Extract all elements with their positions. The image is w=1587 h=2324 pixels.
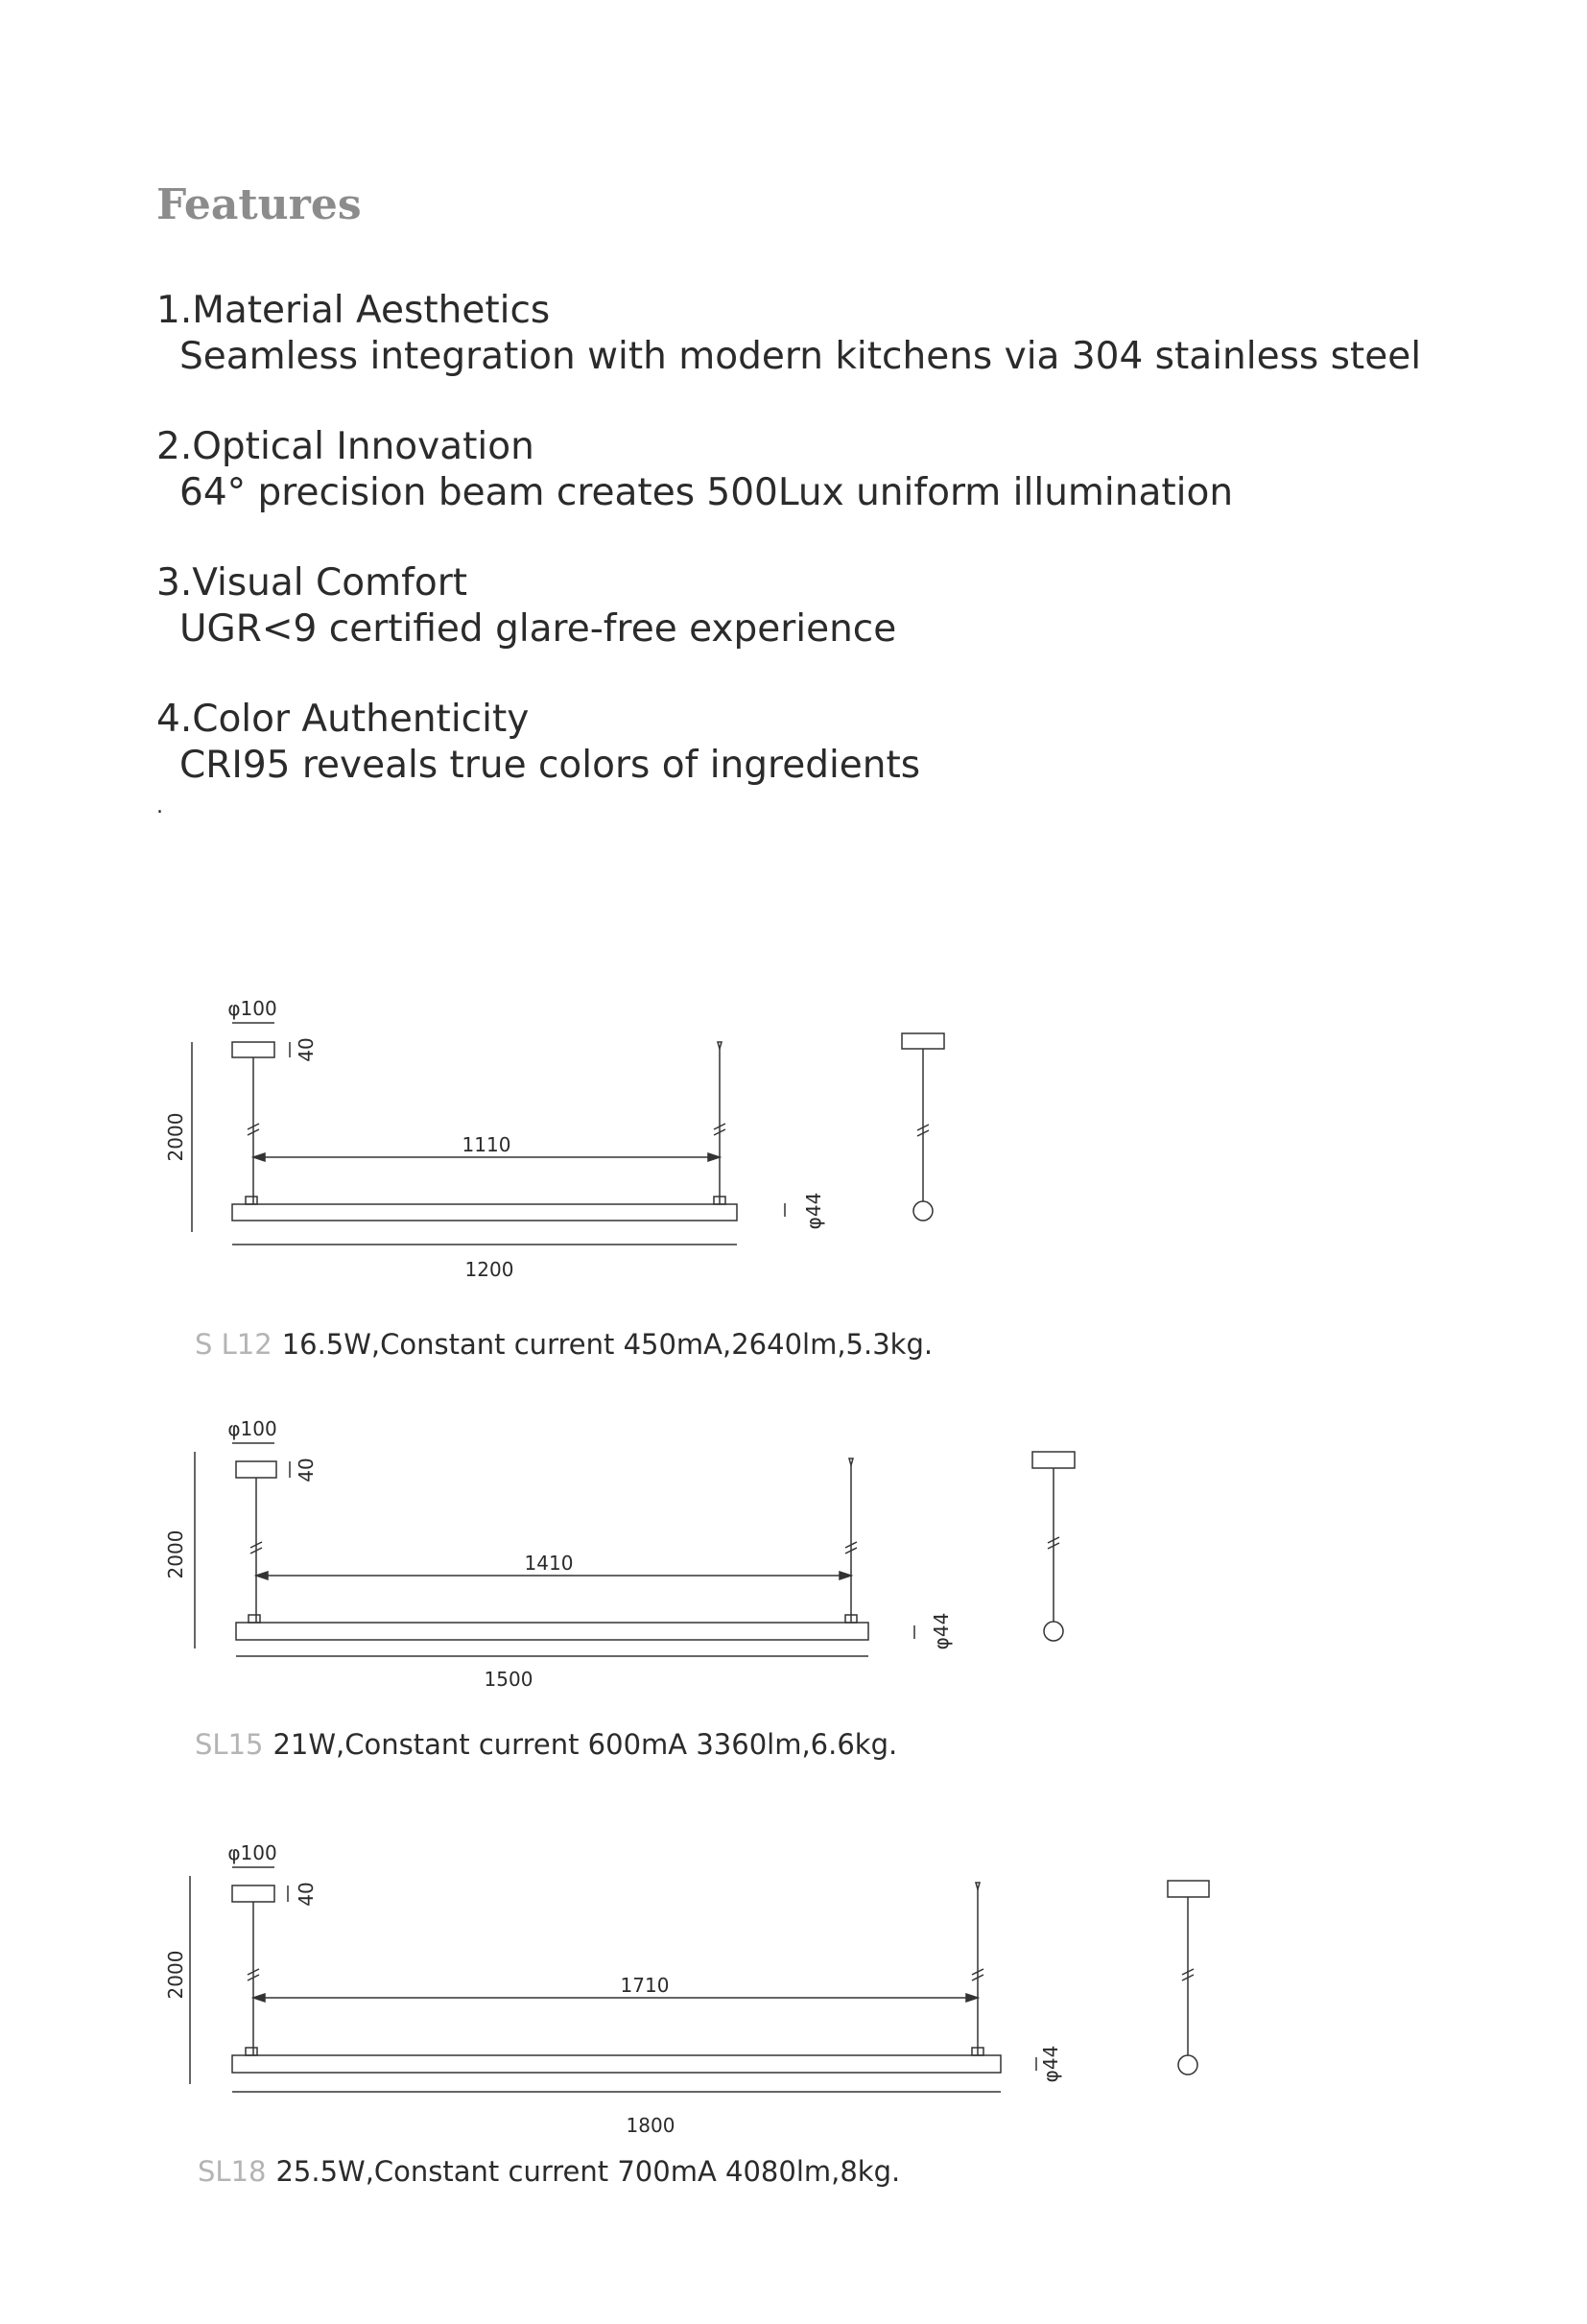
inner-span-label: 1710 (620, 1974, 670, 1997)
side-view-profile-circle (913, 1201, 933, 1221)
features-title: Features (156, 180, 362, 229)
canopy-height-label: 40 (295, 1882, 318, 1907)
feature-description: UGR<9 certified glare-free experience (179, 607, 897, 651)
section-diameter-label: φ44 (930, 1612, 953, 1650)
feature-visual-comfort (156, 560, 896, 652)
side-view-canopy (1032, 1452, 1075, 1468)
feature-title: 4.Color Authenticity (156, 698, 530, 741)
spec-text: 25.5W,Constant current 700mA 4080lm,8kg. (275, 2155, 901, 2188)
end-cap-left (249, 1615, 260, 1623)
spec-text: 16.5W,Constant current 450mA,2640lm,5.3kg. (281, 1328, 934, 1361)
canopy-diameter-label: φ100 (227, 1417, 277, 1440)
canopy-left (236, 1461, 276, 1478)
technical-drawing-sl12 (0, 988, 1587, 1281)
spec-text: 21W,Constant current 600mA 3360lm,6.6kg. (272, 1728, 898, 1761)
overall-length-label: 1500 (484, 1668, 533, 1691)
drop-height-label: 2000 (164, 1530, 187, 1579)
model-code: S L12 (195, 1328, 272, 1361)
feature-title: 3.Visual Comfort (156, 561, 468, 605)
inner-span-label: 1110 (462, 1133, 511, 1156)
end-cap-left (246, 2048, 257, 2055)
spec-line-sl12 (195, 1328, 933, 1361)
spec-line-sl18 (198, 2155, 900, 2188)
canopy-left (232, 1042, 274, 1057)
overall-length-label: 1800 (626, 2114, 675, 2137)
technical-drawing-sl15 (0, 1409, 1587, 1691)
cable-gripper-right (849, 1458, 853, 1465)
canopy-height-label: 40 (295, 1037, 318, 1062)
feature-optical-innovation (156, 424, 1233, 516)
section-diameter-label: φ44 (802, 1192, 825, 1230)
drop-height-label: 2000 (164, 1950, 187, 2000)
canopy-left (232, 1885, 274, 1902)
section-diameter-label: φ44 (1039, 2045, 1062, 2083)
canopy-height-label: 40 (295, 1458, 318, 1482)
side-view-profile-circle (1178, 2055, 1197, 2075)
inner-span-label: 1410 (524, 1552, 574, 1575)
model-code: SL15 (195, 1728, 264, 1761)
drop-height-label: 2000 (164, 1112, 187, 1162)
feature-description: CRI95 reveals true colors of ingredients (179, 744, 921, 787)
technical-drawing-sl18 (0, 1833, 1587, 2137)
spec-line-sl15 (195, 1728, 897, 1761)
feature-title: 2.Optical Innovation (156, 425, 534, 468)
model-code: SL18 (198, 2155, 267, 2188)
luminaire-body (232, 2055, 1001, 2073)
luminaire-body (232, 1204, 737, 1221)
canopy-diameter-label: φ100 (227, 1841, 277, 1864)
overall-length-label: 1200 (464, 1258, 514, 1281)
luminaire-body (236, 1623, 868, 1640)
side-view-canopy (1168, 1881, 1209, 1897)
stray-mark: . (156, 794, 163, 818)
feature-material-aesthetics (156, 288, 1421, 380)
side-view-profile-circle (1044, 1622, 1063, 1641)
feature-color-authenticity (156, 697, 920, 789)
canopy-diameter-label: φ100 (227, 997, 277, 1020)
cable-gripper-right (976, 1883, 980, 1889)
side-view-canopy (902, 1033, 944, 1049)
end-cap-left (246, 1197, 257, 1204)
feature-description: 64° precision beam creates 500Lux uniform illumination (179, 471, 1234, 514)
cable-gripper-right (718, 1042, 722, 1049)
feature-description: Seamless integration with modern kitchens via 304 stainless steel (179, 335, 1422, 378)
feature-title: 1.Material Aesthetics (156, 289, 551, 332)
